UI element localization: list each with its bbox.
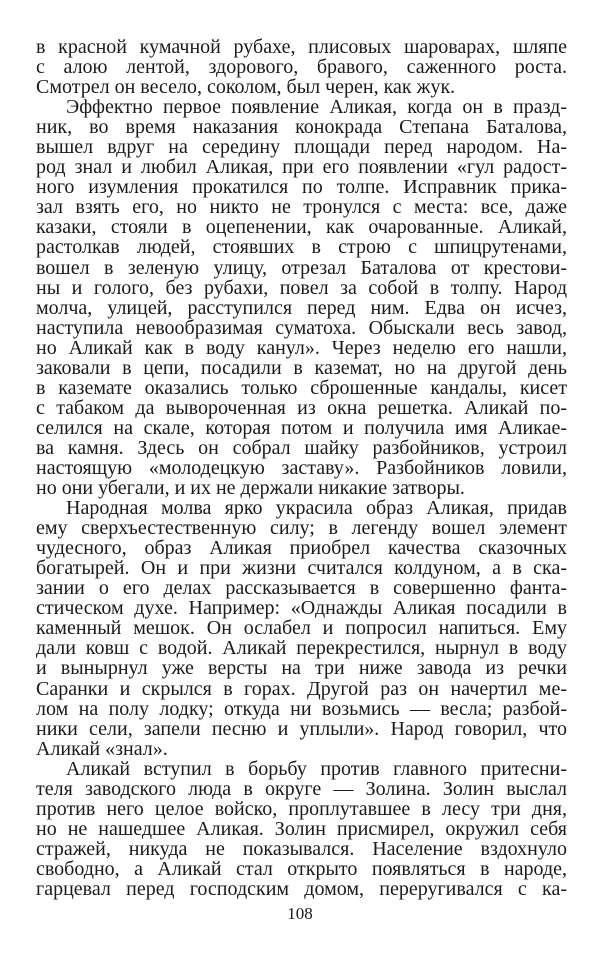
page-number: 108 <box>287 904 313 923</box>
text-line: каменный мешок. Он ослабел и попросил напиться. Ему <box>36 617 567 640</box>
text-line: стическом духе. Например: «Однажды Аликая посадили в <box>36 597 567 620</box>
text-line: лом на полу лодку; откуда ни возьмись — весла; разбой- <box>36 697 567 720</box>
text-line: Аликай вступил в борьбу против главного притесни- <box>66 757 567 780</box>
text-line: вошел в зеленую улицу, отрезал Баталова от крестови- <box>36 256 567 279</box>
text-line: вышел вдруг на середину площади перед народом. На- <box>36 136 567 159</box>
text-line: ник, во время наказания конокрада Степана Баталова, <box>36 116 567 139</box>
paragraph <box>36 97 567 498</box>
paragraph <box>36 759 567 899</box>
text-line: в красной кумачной рубахе, плисовых шароварах, шляпе <box>36 36 567 58</box>
text-line: ны и голого, без рубахи, повел за собой в толпу. Народ <box>36 276 567 299</box>
text-line: зал взять его, но никто не тронулся с места: все, даже <box>36 196 567 219</box>
text-line: Смотрел он весело, соколом, был черен, как жук. <box>36 76 456 99</box>
text-line: против него целое войско, проплутавшее в лесу три дня, <box>36 797 567 820</box>
text-line: свободно, а Аликай стал открыто появляться в народе, <box>36 857 567 880</box>
text-line: молча, улицей, расступился перед ним. Едва он исчез, <box>36 296 567 319</box>
text-line: дали ковш с водой. Аликай перекрестился, нырнул в воду <box>36 637 567 660</box>
text-line: настоящую «молодецкую заставу». Разбойников ловили, <box>36 456 567 479</box>
text-line: Народная молва ярко украсила образ Аликая, придав <box>66 497 567 520</box>
text-line: с алою лентой, здорового, бравого, саженного роста. <box>36 56 567 79</box>
text-line: род знал и любил Аликая, при его появлении «гул радост- <box>36 156 567 179</box>
text-line: заковали в цепи, посадили в каземат, но на другой день <box>36 356 567 379</box>
text-line: ники сели, запели песню и уплыли». Народ говорил, что <box>36 717 567 740</box>
text-line: ему сверхъестественную силу; в легенду вошел элемент <box>36 517 567 540</box>
text-line: стражей, никуда не показывался. Население вздохнуло <box>36 837 567 860</box>
text-line: ва камня. Здесь он собрал шайку разбойников, устроил <box>36 436 567 459</box>
book-page-text <box>36 37 567 899</box>
text-line: теля заводского люда в округе — Золина. Золин выслал <box>36 777 567 800</box>
text-line: Аликай «знал». <box>36 737 168 760</box>
text-line: Саранки и скрылся в горах. Другой раз он начертил ме- <box>36 677 567 700</box>
text-line: но Аликай как в воду канул». Через неделю его нашли, <box>36 336 567 359</box>
text-line: казаки, стояли в оцепенении, как очарованные. Аликай, <box>36 216 567 239</box>
text-line: ного изумления прокатился по толпе. Исправник прика- <box>36 176 567 199</box>
paragraph <box>36 37 567 97</box>
text-line: чудесного, образ Аликая приобрел качества сказочных <box>36 537 567 560</box>
text-line: но они убегали, и их не держали никакие затворы. <box>36 477 465 500</box>
text-line: селился на скале, которая потом и получила имя Аликае- <box>36 416 567 439</box>
text-line: с табаком да вывороченная из окна решетка. Аликай по- <box>36 396 567 419</box>
text-line: но не нашедшее Аликая. Золин присмирел, окружил себя <box>36 817 567 840</box>
text-line: богатырей. Он и при жизни считался колдуном, а в ска- <box>36 557 567 580</box>
text-line: Эффектно первое появление Аликая, когда он в празд- <box>66 96 567 119</box>
paragraph <box>36 498 567 759</box>
text-line: растолкав людей, стоявших в строю с шпицрутенами, <box>36 236 567 259</box>
text-line: зании о его делах рассказывается в совершенно фанта- <box>36 577 567 600</box>
text-line: гарцевал перед господским домом, переругивался с ка- <box>36 877 567 900</box>
text-line: в каземате оказались только сброшенные кандалы, кисет <box>36 376 567 399</box>
text-line: и вынырнул уже версты на три ниже завода из речки <box>36 657 567 680</box>
text-line: наступила невообразимая суматоха. Обыскали весь завод, <box>36 316 567 339</box>
